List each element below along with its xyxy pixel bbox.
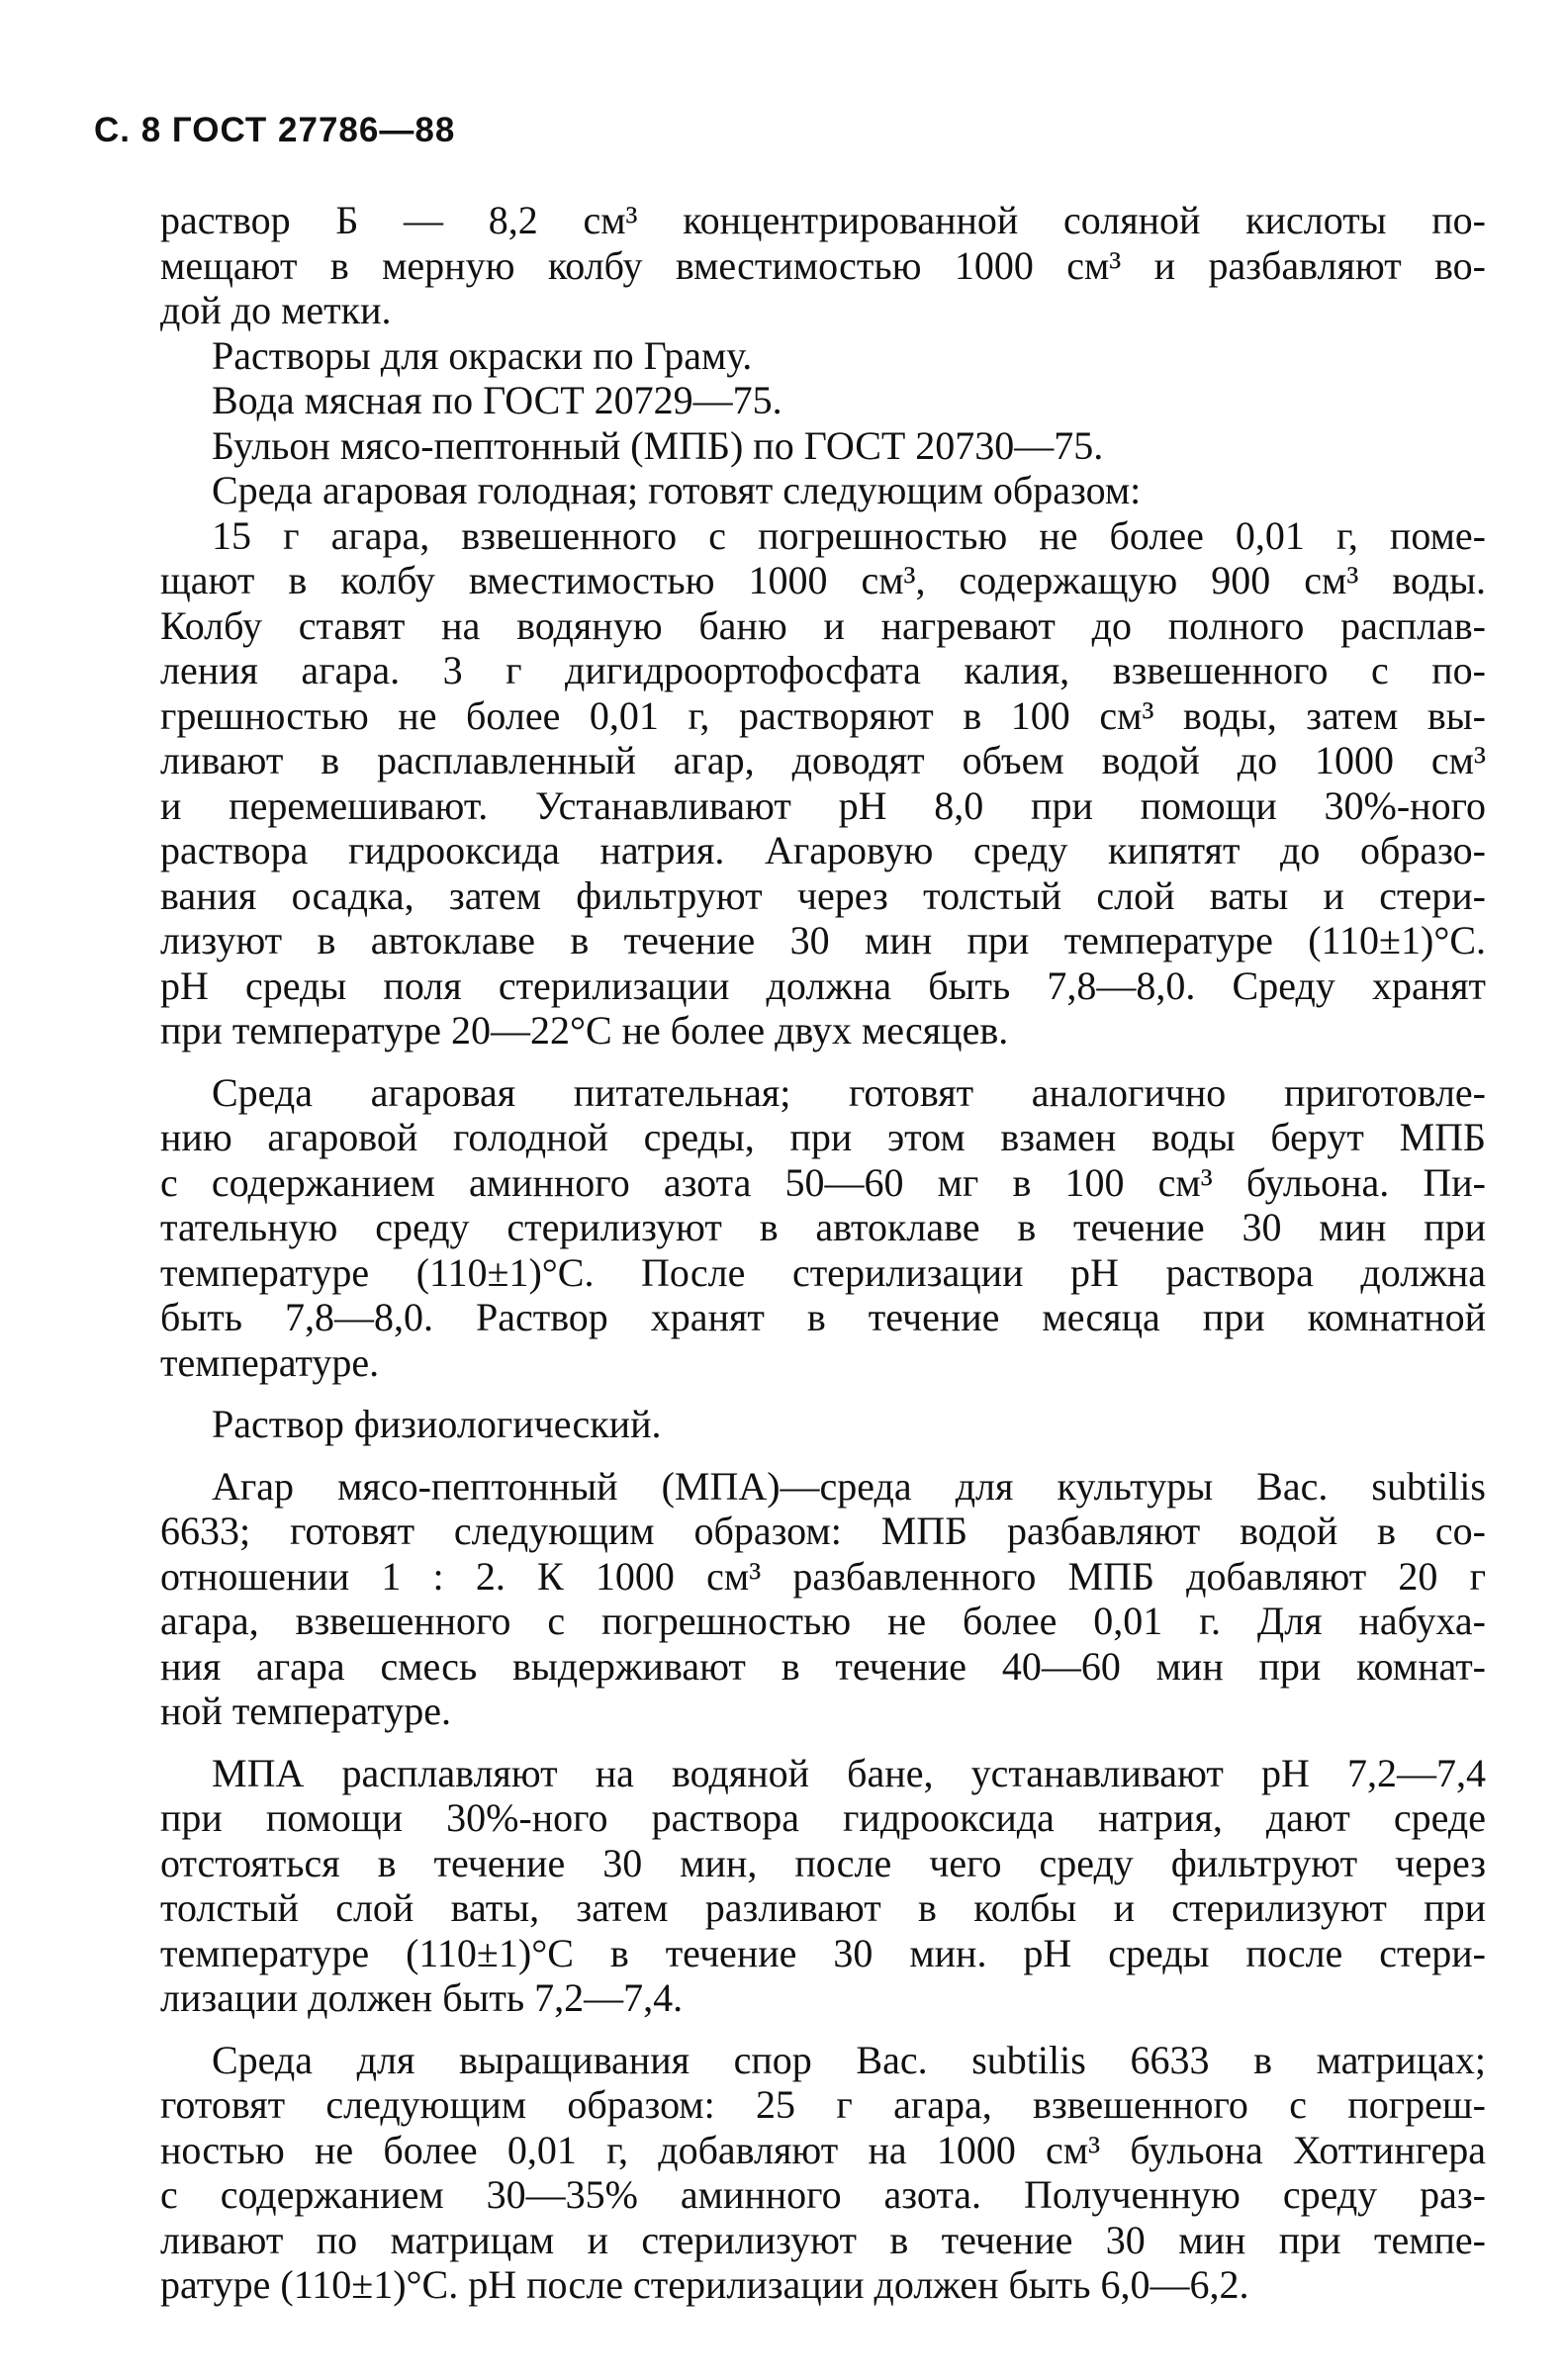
- text-line: Среда агаровая голодная; готовят следующим образом:: [212, 468, 1142, 512]
- text-line: мещают в мерную колбу вместимостью 1000 см³ и разбавляют во-: [160, 242, 1486, 288]
- paragraph: [160, 198, 1486, 333]
- text-line: отстояться в течение 30 мин, после чего среду фильтруют через: [160, 1840, 1486, 1885]
- text-line: раствор Б — 8,2 см³ концентрированной соляной кислоты по-: [160, 198, 1486, 242]
- text-line: температуре (110±1)°С. После стерилизации pH раствора должна: [160, 1249, 1486, 1295]
- text-line: вания осадка, затем фильтруют через толстый слой ваты и стери-: [160, 872, 1486, 918]
- paragraph: [160, 1464, 1486, 1734]
- text-line: температуре (110±1)°С в течение 30 мин. pH среды после стери-: [160, 1930, 1486, 1975]
- text-line: готовят следующим образом: 25 г агара, взвешенного с погреш-: [160, 2082, 1486, 2127]
- text-line: Раствор физиологический.: [212, 1402, 662, 1446]
- page-header: С. 8 ГОСТ 27786—88: [94, 111, 456, 149]
- text-line: температуре.: [160, 1339, 380, 1385]
- paragraph: [160, 333, 1486, 379]
- text-line: с содержанием аминного азота 50—60 мг в 100 см³ бульона. Пи-: [160, 1159, 1486, 1205]
- paragraph: [160, 468, 1486, 513]
- text-line: Бульон мясо-пептонный (МПБ) по ГОСТ 20730—75.: [212, 422, 1104, 468]
- text-line: ливают в расплавленный агар, доводят объем водой до 1000 см³: [160, 738, 1486, 782]
- paragraph: [160, 1751, 1486, 2021]
- text-line: ния агара смесь выдерживают в течение 40—60 мин при комнат-: [160, 1643, 1486, 1689]
- text-line: с содержанием 30—35% аминного азота. Полученную среду раз-: [160, 2172, 1486, 2217]
- document-body: [160, 198, 1486, 2308]
- text-line: Среда для выращивания спор Bac. subtilis 6633 в матрицах;: [212, 2037, 1486, 2082]
- text-line: МПА расплавляют на водяной бане, устанавливают pH 7,2—7,4: [212, 1750, 1486, 1795]
- text-line: грешностью не более 0,01 г, растворяют в 100 см³ воды, затем вы-: [160, 692, 1486, 738]
- text-line: Среда агаровая питательная; готовят аналогично приготовле-: [212, 1069, 1486, 1115]
- text-line: нию агаровой голодной среды, при этом взамен воды берут МПБ: [160, 1115, 1486, 1159]
- text-line: ления агара. 3 г дигидроортофосфата калия, взвешенного с по-: [160, 648, 1486, 692]
- text-line: раствора гидрооксида натрия. Агаровую среду кипятят до образо-: [160, 828, 1486, 872]
- text-line: лизуют в автоклаве в течение 30 мин при температуре (110±1)°С.: [160, 918, 1486, 962]
- paragraph: [160, 513, 1486, 1053]
- text-line: Вода мясная по ГОСТ 20729—75.: [212, 378, 782, 422]
- paragraph: [160, 378, 1486, 423]
- text-line: ностью не более 0,01 г, добавляют на 1000 см³ бульона Хоттингера: [160, 2127, 1486, 2172]
- text-line: 15 г агара, взвешенного с погрешностью не более 0,01 г, поме-: [212, 512, 1486, 558]
- text-line: щают в колбу вместимостью 1000 см³, содержащую 900 см³ воды.: [160, 558, 1486, 602]
- text-line: pH среды поля стерилизации должна быть 7,8—8,0. Среду хранят: [160, 962, 1486, 1008]
- text-line: лизации должен быть 7,2—7,4.: [160, 1975, 684, 2020]
- text-line: ливают по матрицам и стерилизуют в течение 30 мин при темпе-: [160, 2217, 1486, 2262]
- text-line: при температуре 20—22°С не более двух месяцев.: [160, 1008, 1009, 1053]
- text-line: 6633; готовят следующим образом: МПБ разбавляют водой в со-: [160, 1509, 1486, 1553]
- text-line: отношении 1 : 2. К 1000 см³ разбавленного МПБ добавляют 20 г: [160, 1553, 1486, 1599]
- text-line: при помощи 30%-ного раствора гидрооксида натрия, дают среде: [160, 1795, 1486, 1840]
- paragraph: [160, 423, 1486, 469]
- paragraph: [160, 1070, 1486, 1386]
- text-line: ратуре (110±1)°С. pH после стерилизации должен быть 6,0—6,2.: [160, 2262, 1249, 2307]
- paragraph: [160, 1402, 1486, 1447]
- text-line: Агар мясо-пептонный (МПА)—среда для культуры Bac. subtilis: [212, 1463, 1486, 1509]
- text-line: Растворы для окраски по Граму.: [212, 332, 753, 378]
- text-line: агара, взвешенного с погрешностью не более 0,01 г. Для набуха-: [160, 1599, 1486, 1643]
- text-line: ной температуре.: [160, 1689, 451, 1733]
- paragraph: [160, 2038, 1486, 2308]
- text-line: толстый слой ваты, затем разливают в колбы и стерилизуют при: [160, 1885, 1486, 1930]
- text-line: дой до метки.: [160, 288, 392, 332]
- text-line: тательную среду стерилизуют в автоклаве в течение 30 мин при: [160, 1205, 1486, 1249]
- text-line: и перемешивают. Устанавливают pH 8,0 при помощи 30%-ного: [160, 782, 1486, 828]
- text-line: быть 7,8—8,0. Раствор хранят в течение месяца при комнатной: [160, 1295, 1486, 1339]
- text-line: Колбу ставят на водяную баню и нагревают до полного расплав-: [160, 602, 1486, 648]
